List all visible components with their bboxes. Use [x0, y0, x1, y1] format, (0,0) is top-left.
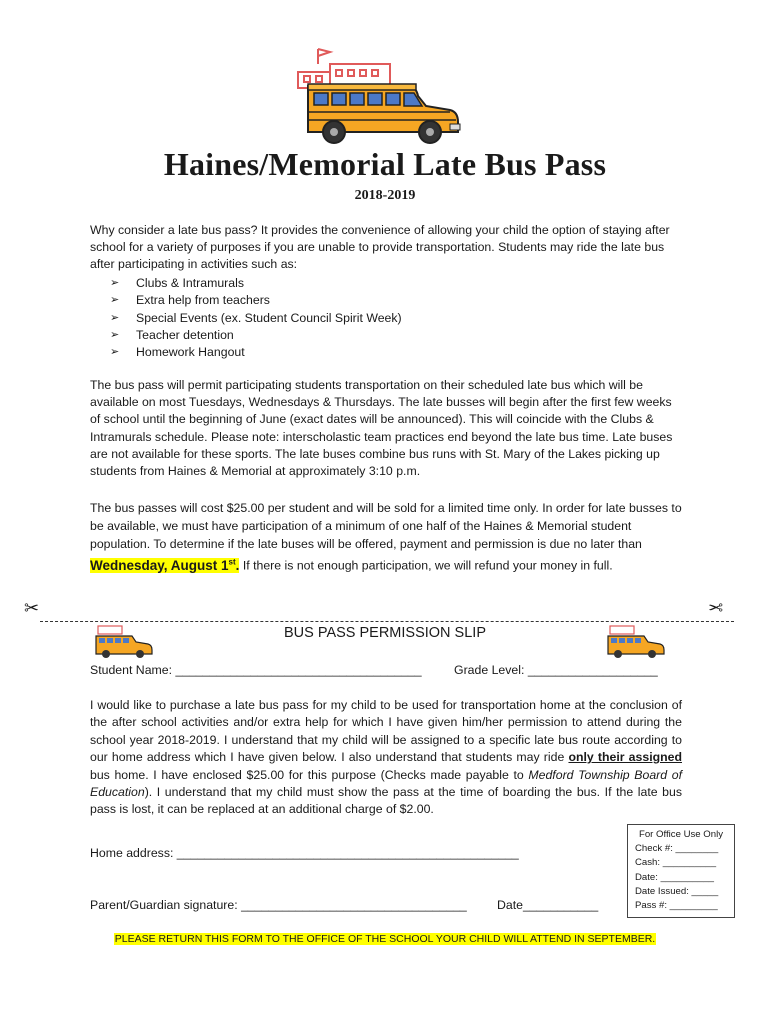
school-bus-illustration: [290, 44, 485, 144]
arrow-bullet-icon: ➢: [110, 346, 120, 359]
list-item: ➢ Homework Hangout: [110, 344, 402, 361]
home-address-field[interactable]: Home address: __________________________________________________: [90, 846, 519, 860]
arrow-bullet-icon: ➢: [110, 328, 120, 341]
activity-list: [110, 275, 402, 361]
school-year: 2018-2019: [354, 188, 416, 203]
deadline-highlight: Wednesday, August 1st.: [90, 557, 240, 573]
date-issued-field: Date Issued: _____: [635, 885, 719, 897]
list-item: ➢ Clubs & Intramurals: [110, 275, 402, 292]
office-date-field: Date: __________: [635, 871, 714, 883]
return-instructions: PLEASE RETURN THIS FORM TO THE OFFICE OF THE SCHOOL YOUR CHILD WILL ATTEND IN SEPTEMBER.: [114, 933, 656, 945]
grade-level-field[interactable]: Grade Level: ___________________: [454, 663, 658, 677]
scissors-icon: ✂: [24, 598, 40, 618]
arrow-bullet-icon: ➢: [110, 277, 120, 289]
cost-paragraph: The bus passes will cost $25.00 per student and will be sold for a limited time only. In order for late busses to be available, we must have participation of a minimum of one half of the Haines & Memorial student population. To determine if the late buses will be offered, payment and permission is due no later than Wednesday, August 1st. If there is not enough participation, we will refund your money in full.: [90, 501, 682, 573]
student-name-field[interactable]: Student Name: ____________________________________: [90, 663, 422, 677]
slip-title: BUS PASS PERMISSION SLIP: [284, 625, 486, 641]
schedule-paragraph: The bus pass will permit participating students transportation on their scheduled late bus which will be available on most Tuesdays, Wednesdays & Thursdays. The late busses will begin after the first few weeks of school until the beginning of June (exact dates will be announced). This will coincide with the Clubs & Intramurals schedule. Please note: interscholastic team practices end beyond the late bus time. Late buses are not available for these sports. The late buses combine bus runs with St. Mary of the Lakes picking up students from Haines & Memorial at approximately 3:10 p.m.: [90, 378, 673, 479]
list-item: ➢ Extra help from teachers: [110, 292, 402, 309]
office-use-box: [627, 824, 735, 918]
pass-number-field: Pass #: _________: [635, 900, 718, 912]
arrow-bullet-icon: ➢: [110, 294, 120, 307]
arrow-bullet-icon: ➢: [110, 311, 120, 324]
list-item: ➢ Teacher detention: [110, 327, 402, 344]
date-field[interactable]: Date___________: [497, 898, 599, 912]
office-use-heading: For Office Use Only: [638, 829, 724, 840]
cash-field: Cash: __________: [635, 857, 717, 869]
guardian-signature-field[interactable]: Parent/Guardian signature: _________________________________: [90, 898, 467, 912]
intro-paragraph: Why consider a late bus pass? It provides the convenience of allowing your child the option of staying after school for a variety of purposes if you are unable to provide transportation. Students may ride the late bus after participating in activities such as:: [90, 223, 670, 272]
scissors-icon: ✂: [708, 598, 724, 618]
cut-line-divider: [40, 621, 734, 622]
list-item: ➢ Special Events (ex. Student Council Spirit Week): [110, 310, 402, 327]
check-number-field: Check #: ________: [635, 843, 719, 855]
permission-paragraph: I would like to purchase a late bus pass for my child to be used for transportation home at the conclusion of the after school activities and/or extra help for which I have given him/her permission to attend during the school year 2018-2019. I understand that my child will be assigned to a specific late bus route according to our home address which I have given below. I also understand that students may ride only their assigned bus home. I have enclosed $25.00 for this purpose (Checks made payable to Medford Township Board of Education). I understand that my child must show the pass at the time of boarding the bus. If the late bus pass is lost, it can be replaced at an additional charge of $2.00.: [90, 698, 682, 817]
page-title: Haines/Memorial Late Bus Pass: [163, 146, 607, 182]
